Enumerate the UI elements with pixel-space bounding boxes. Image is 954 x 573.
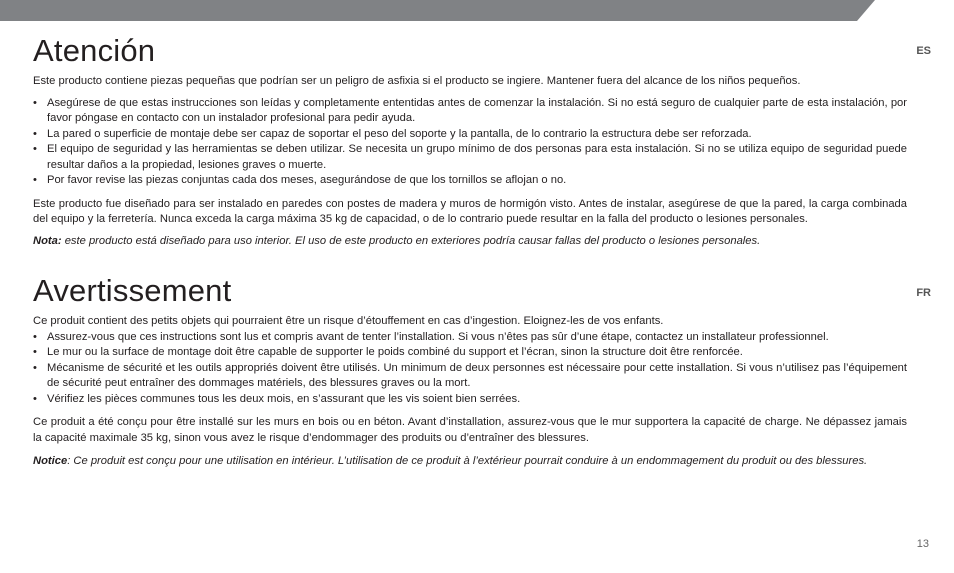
list-item: • Por favor revise las piezas conjuntas cada dos meses, asegurándose de que los tornillos se aflojan o no.: [33, 173, 907, 189]
list-item: • La pared o superficie de montaje debe ser capaz de soportar el peso del soporte y la pantalla, de lo contrario la estructura debe ser reforzada.: [33, 127, 907, 143]
note-fr: [33, 454, 907, 470]
language-tag-fr: FR: [916, 287, 931, 299]
list-item: • El equipo de seguridad y las herramientas se deben utilizar. Se necesita un grupo mínimo de dos personas para esta instalación. Si no se utiliza equipo de seguridad puede resultar daños a la propiedad, lesiones graves o muerte.: [33, 142, 907, 173]
note-text-fr: : Ce produit est conçu pour une utilisation en intérieur. L’utilisation de ce produit à l’extérieur pourrait conduire à un endommagement du produit ou des blessures.: [67, 455, 868, 468]
header-band: [0, 0, 954, 21]
note-label-es: Nota:: [33, 234, 62, 247]
intro-es: Este producto contiene piezas pequeñas que podrían ser un peligro de asfixia si el producto se ingiere. Mantener fuera del alcance de los niños pequeños.: [33, 75, 801, 88]
section-es: [33, 34, 907, 249]
paragraph-es: Este producto fue diseñado para ser instalado en paredes con postes de madera y muros de hormigón visto. Antes de instalar, asegúrese de que la pared, la carga combinada del equipo y la ferretería. Nunca exceda la carga máxima 35 kg de capacidad, o de lo contrario puede resultar en la falla del producto o lesiones personales.: [33, 197, 907, 226]
list-item: • Assurez-vous que ces instructions sont lus et compris avant de tenter l’installation. Si vous n’êtes pas sûr d’une étape, contactez un installateur professionnel.: [33, 330, 907, 346]
bullet-list-es: [33, 96, 907, 189]
bullet-list-fr: [33, 330, 907, 408]
list-item: • Mécanisme de sécurité et les outils appropriés doivent être utilisés. Un minimum de deux personnes est nécessaire pour cette installation. Si vous n’utilisez pas l’équipement de sécurité peut entraîner des dommages matériels, des blessures graves ou la mort.: [33, 361, 907, 392]
section-title-fr: Avertissement: [33, 273, 232, 308]
page-number: 13: [916, 538, 929, 550]
language-tag-es: ES: [916, 45, 931, 57]
list-item: • Le mur ou la surface de montage doit être capable de supporter le poids combiné du support et l’écran, sinon la structure doit être renforcée.: [33, 345, 907, 361]
intro-fr: Ce produit contient des petits objets qui pourraient être un risque d’étouffement en cas d’ingestion. Eloignez-les de vos enfants.: [33, 315, 664, 328]
section-fr: [33, 274, 907, 470]
paragraph-fr: Ce produit a été conçu pour être installé sur les murs en bois ou en béton. Avant d’installation, assurez-vous que le mur supportera la capacité de charge. Ne dépassez jamais la capacité maximale 35 kg, sinon vous avez le risque d’endommager des produits ou d’entraîner des blessures.: [33, 416, 907, 444]
section-title-es: Atención: [33, 33, 156, 68]
list-item: • Asegúrese de que estas instrucciones son leídas y completamente ententidas antes de comenzar la instalación. Si no está seguro de cualquier parte de esta instalación, por favor póngase en contacto con un instalador profesional para pedir ayuda.: [33, 96, 907, 127]
list-item: • Vérifiez les pièces communes tous les deux mois, en s’assurant que les vis soient bien serrées.: [33, 392, 907, 408]
note-es: [33, 234, 907, 250]
note-label-fr: Notice: [33, 455, 68, 468]
note-text-es: este producto está diseñado para uso interior. El uso de este producto en exteriores podría causar fallas del producto o lesiones personales.: [61, 234, 761, 247]
